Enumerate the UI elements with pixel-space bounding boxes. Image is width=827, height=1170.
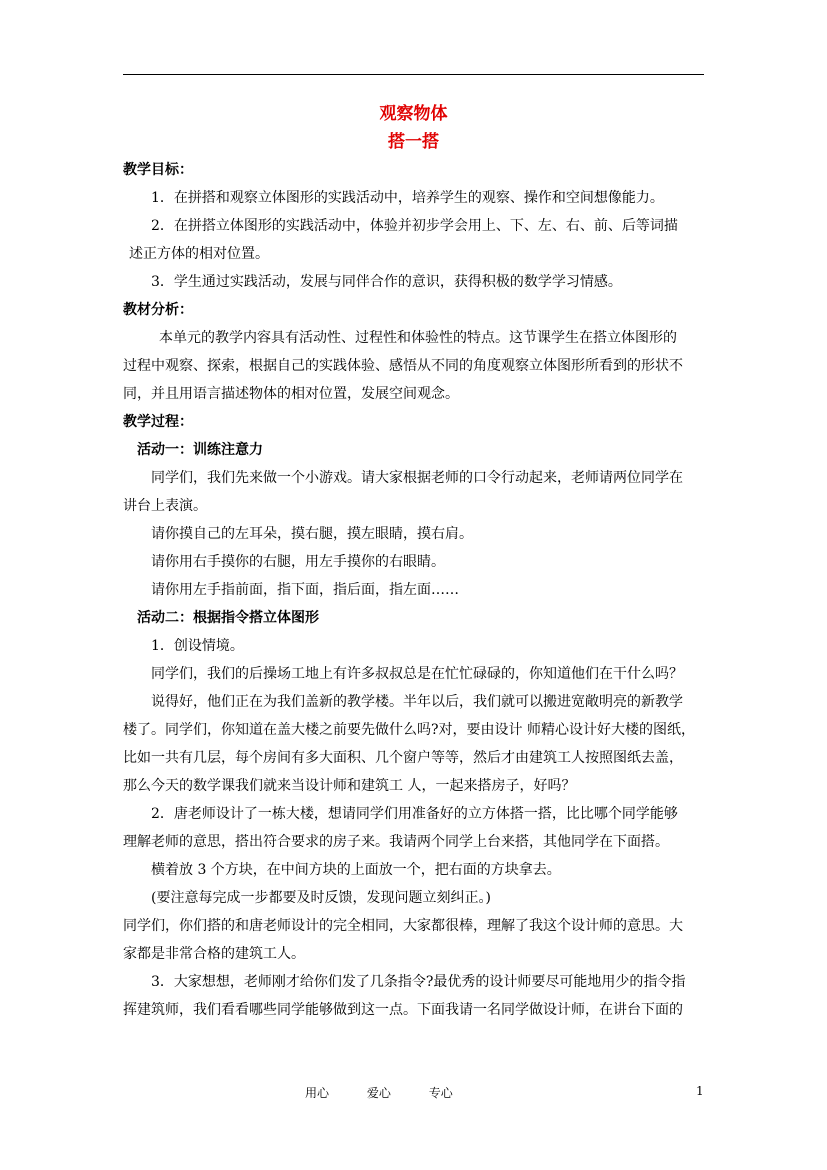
activity-1-heading: 活动一：训练注意力 (137, 442, 263, 458)
footer-word-1: 用心 (305, 1086, 330, 1100)
document-title: 观察物体 (379, 104, 448, 124)
activity-2-para-1: 同学们，我们的后操场工地上有许多叔叔总是在忙忙碌碌的，你知道他们在干什么吗？ (151, 666, 683, 682)
activity-2-step-3-line-2: 挥建筑师，我们看看哪些同学能够做到这一点。下面我请一名同学做设计师，在讲台下面的 (123, 1002, 683, 1018)
activity-2-para-4: (要注意每完成一步都要及时反馈，发现问题立刻纠正。) (151, 890, 491, 906)
footer-word-3: 专心 (428, 1086, 453, 1100)
page-number: 1 (696, 1084, 704, 1098)
document-subtitle: 搭一搭 (388, 132, 439, 152)
analysis-heading: 教材分析： (123, 302, 193, 318)
document-body (123, 100, 704, 1024)
activity-2-para-2-line-3: 比如一共有几层，每个房间有多大面积、几个窗户等等，然后才由建筑工人按照图纸去盖， (123, 750, 683, 766)
footer-motto (305, 1084, 487, 1101)
footer-word-2: 爱心 (366, 1086, 391, 1100)
activity-2-para-2-line-2: 楼了。同学们，你知道在盖大楼之前要先做什么吗?对，要由设计 师精心设计好大楼的图纸， (123, 722, 695, 738)
activity-1-para-1-line-1: 同学们，我们先来做一个小游戏。请大家根据老师的口令行动起来，老师请两位同学在 (151, 470, 683, 486)
activity-1-para-2: 请你摸自己的左耳朵，摸右腿，摸左眼睛，摸右肩。 (151, 526, 473, 542)
activity-1-para-3: 请你用右手摸你的右腿，用左手摸你的右眼睛。 (151, 554, 445, 570)
process-heading: 教学过程： (123, 414, 193, 430)
activity-1-para-4: 请你用左手指前面，指下面，指后面，指左面…… (151, 582, 459, 598)
activity-2-para-2-line-4: 那么今天的数学课我们就来当设计师和建筑工 人，一起来搭房子，好吗？ (123, 778, 576, 794)
activity-2-step-3-line-1: 3．大家想想，老师刚才给你们发了几条指令?最优秀的设计师要尽可能地用少的指令指 (151, 974, 686, 990)
analysis-line-2: 过程中观察、探索，根据自己的实践体验、感悟从不同的角度观察立体图形所看到的形状不 (123, 358, 683, 374)
activity-2-para-2-line-1: 说得好，他们正在为我们盖新的教学楼。半年以后，我们就可以搬进宽敞明亮的新教学 (151, 694, 683, 710)
activity-2-heading: 活动二：根据指令搭立体图形 (137, 610, 319, 626)
activity-2-para-5-line-1: 同学们，你们搭的和唐老师设计的完全相同，大家都很棒，理解了我这个设计师的意思。大 (123, 918, 683, 934)
activity-1-para-1-line-2: 讲台上表演。 (123, 498, 207, 514)
activity-2-step-2-line-2: 理解老师的意思，搭出符合要求的房子来。我请两个同学上台来搭，其他同学在下面搭。 (123, 834, 669, 850)
page-footer (0, 1084, 827, 1104)
activity-2-para-3: 横着放 3 个方块，在中间方块的上面放一个，把右面的方块拿去。 (151, 862, 561, 878)
header-rule (123, 74, 704, 75)
goals-heading: 教学目标： (123, 162, 193, 178)
activity-2-step-2-line-1: 2．唐老师设计了一栋大楼，想请同学们用准备好的立方体搭一搭，比比哪个同学能够 (151, 806, 678, 822)
goal-3: 3．学生通过实践活动，发展与同伴合作的意识，获得积极的数学学习情感。 (151, 274, 622, 290)
goal-2-line-1: 2．在拼搭立体图形的实践活动中，体验并初步学会用上、下、左、右、前、后等词描 (151, 218, 678, 234)
analysis-line-1: 本单元的教学内容具有活动性、过程性和体验性的特点。这节课学生在搭立体图形的 (159, 330, 677, 346)
analysis-line-3: 同，并且用语言描述物体的相对位置，发展空间观念。 (123, 386, 459, 402)
activity-2-step-1: 1．创设情境。 (151, 638, 244, 654)
goal-1: 1．在拼搭和观察立体图形的实践活动中，培养学生的观察、操作和空间想像能力。 (151, 190, 664, 206)
activity-2-para-5-line-2: 家都是非常合格的建筑工人。 (123, 946, 305, 962)
goal-2-line-2: 述正方体的相对位置。 (129, 246, 269, 262)
